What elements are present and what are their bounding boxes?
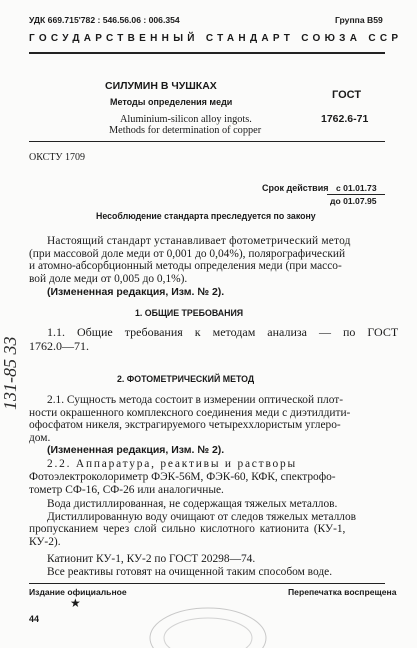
intro-paragraph (29, 235, 381, 285)
water-paragraph (29, 498, 381, 548)
section1-heading: 1. ОБЩИЕ ТРЕБОВАНИЯ (135, 308, 244, 318)
star-icon: ★ (70, 596, 81, 610)
edit-note-2: (Измененная редакция, Изм. № 2). (47, 444, 225, 456)
water-line: КУ-2). (29, 535, 61, 548)
english-title-1: Aluminium-silicon alloy ingots. (120, 114, 252, 125)
doc-subtitle: Методы определения меди (110, 97, 233, 107)
p22-line: тометр СФ-16, СФ-26 или аналогичные. (29, 483, 224, 496)
gost-number: 1762.6-71 (321, 113, 369, 125)
water-line: пропусканием через слой сильно кислотного катионита (КУ-1, (29, 523, 346, 536)
gost-label: ГОСТ (332, 89, 362, 101)
p22-paragraph (29, 471, 381, 496)
p22-line: Фотоэлектроколориметр ФЭК-56М, ФЭК-60, КФК, спектрофо- (29, 471, 336, 483)
page-number: 44 (29, 614, 40, 624)
standard-line: ГОСУДАРСТВЕННЫЙ СТАНДАРТ СОЮЗА ССР (29, 33, 403, 44)
footer-rule (29, 583, 385, 584)
section1-line: 1.1. Общие требования к методам анализа — по ГОСТ (47, 325, 399, 339)
udk-code: УДК 669.715'782 : 546.56.06 : 006.354 (29, 15, 180, 25)
section1-line: 1762.0—71. (29, 338, 89, 353)
p21-paragraph (29, 394, 381, 444)
intro-line: (при массовой доле меди от 0,001 до 0,04%), полярографический (29, 247, 346, 260)
edit-note-1: (Измененная редакция, Изм. № 2). (47, 286, 225, 298)
title-rule (29, 141, 385, 142)
p21-line: ности окрашенного комплексного соединения меди с диэтилдити- (29, 406, 351, 419)
validity-rule (327, 194, 385, 195)
margin-note-text: 131-85 33 (0, 336, 20, 410)
section2-heading: 2. ФОТОМЕТРИЧЕСКИЙ МЕТОД (117, 374, 255, 384)
intro-line: Настоящий стандарт устанавливает фотометрический метод (47, 235, 351, 247)
reprint-notice: Перепечатка воспрещена (288, 587, 397, 597)
intro-line: и атомно-абсорбционный методы определения меди (при массо- (29, 260, 342, 273)
intro-line: вой доле меди от 0,005 до 0,1%). (29, 272, 188, 285)
water-line: Вода дистиллированная, не содержащая тяжелых металлов. (47, 498, 338, 510)
cation-line: Катионит КУ-1, КУ-2 по ГОСТ 20298—74. (47, 553, 256, 565)
p21-line: офосфатом никеля, экстрагируемого четыреххлористым углеро- (29, 419, 341, 432)
p21-line: дом. (29, 431, 51, 444)
law-notice: Несоблюдение стандарта преследуется по закону (96, 211, 316, 221)
header-rule (29, 52, 385, 54)
english-title-2: Methods for determination of copper (109, 125, 262, 136)
doc-title: СИЛУМИН В ЧУШКАХ (105, 80, 217, 92)
library-stamp-icon (148, 598, 268, 648)
reagents-line: Все реактивы готовят на очищенной таким способом воде. (47, 566, 333, 578)
validity-to: до 01.07.95 (330, 196, 377, 206)
section1-paragraph (29, 325, 399, 353)
p22-title: 2.2. Аппаратура, реактивы и растворы (47, 458, 297, 470)
p21-line: 2.1. Сущность метода состоит в измерении оптической плот- (47, 394, 344, 406)
okstu-code: ОКСТУ 1709 (29, 152, 86, 163)
validity-label: Срок действия (262, 183, 329, 193)
validity-from: с 01.01.73 (336, 183, 377, 193)
water-line: Дистиллированную воду очищают от следов тяжелых металлов (47, 510, 357, 523)
group-code: Группа В59 (335, 15, 383, 25)
official-edition: Издание официальное (29, 587, 127, 597)
